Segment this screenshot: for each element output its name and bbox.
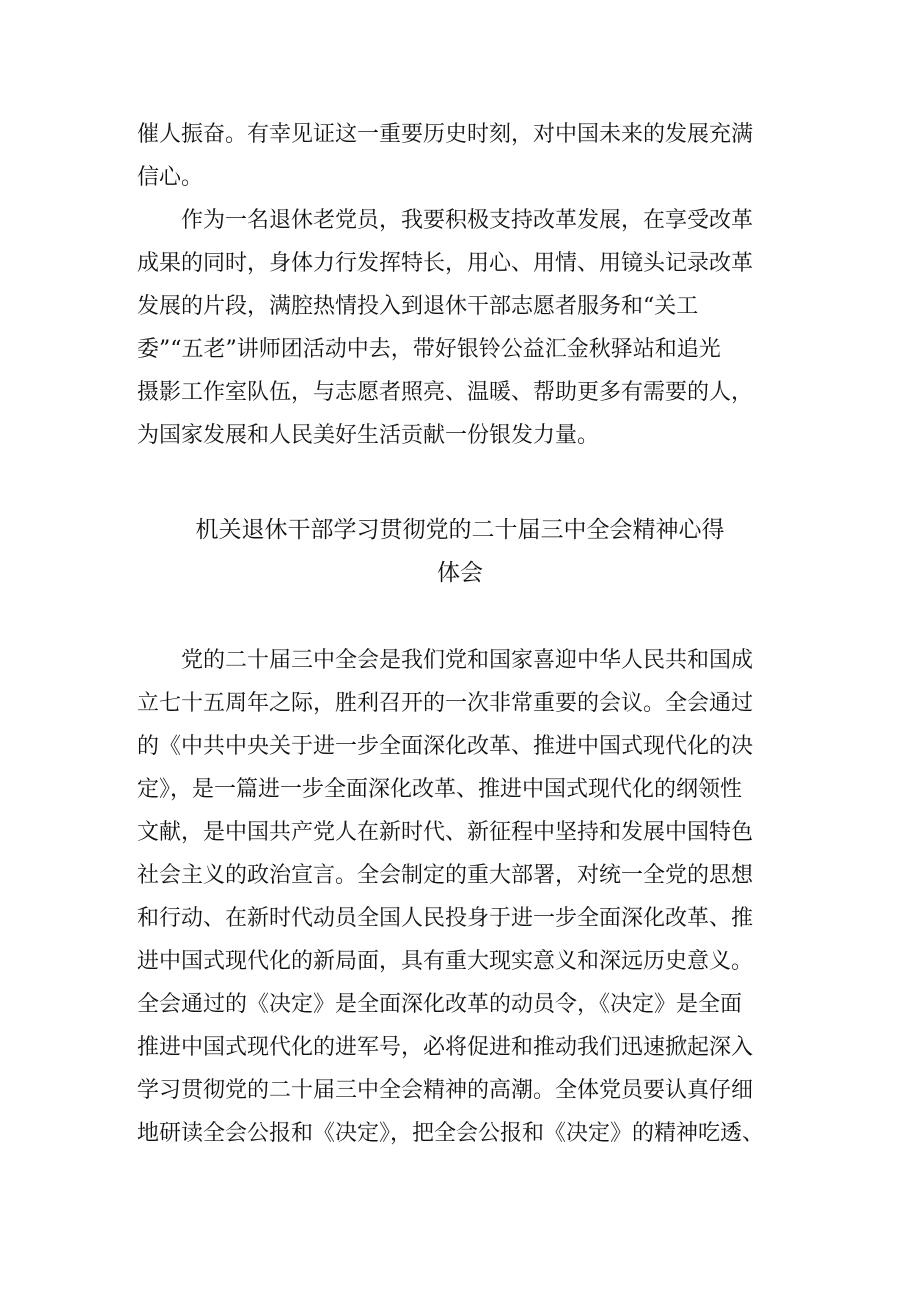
text-line: 学习贯彻党的二十届三中全会精神的高潮。全体党员要认真仔细	[137, 1078, 754, 1103]
text-line: 社会主义的政治宣言。全会制定的重大部署，对统一全党的思想	[137, 863, 754, 888]
text-line: 为国家发展和人民美好生活贡献一份银发力量。	[137, 423, 600, 448]
text-line: 推进中国式现代化的进军号，必将促进和推动我们迅速掀起深入	[137, 1035, 754, 1060]
article-title-continued: 体会	[437, 560, 483, 586]
text-line: 的《中共中央关于进一步全面深化改革、推进中国式现代化的决	[137, 734, 754, 759]
text-line: 信心。	[137, 165, 204, 190]
text-line: 立七十五周年之际，胜利召开的一次非常重要的会议。全会通过	[137, 691, 754, 716]
text-line: 催人振奋。有幸见证这一重要历史时刻，对中国未来的发展充满	[137, 122, 754, 147]
text-line: 摄影工作室队伍，与志愿者照亮、温暖、帮助更多有需要的人，	[137, 380, 754, 405]
text-line: 成果的同时，身体力行发挥特长，用心、用情、用镜头记录改革	[137, 251, 754, 276]
text-line: 作为一名退休老党员，我要积极支持改革发展，在享受改革	[181, 208, 754, 233]
text-line: 定》，是一篇进一步全面深化改革、推进中国式现代化的纲领性	[137, 777, 743, 802]
text-line: 进中国式现代化的新局面，具有重大现实意义和深远历史意义。	[137, 949, 754, 974]
text-line: 发展的片段，满腔热情投入到退休干部志愿者服务和“关工	[137, 294, 699, 319]
text-line: 地研读全会公报和《决定》，把全会公报和《决定》的精神吃透、	[137, 1121, 765, 1146]
text-line: 党的二十届三中全会是我们党和国家喜迎中华人民共和国成	[181, 648, 754, 673]
text-line: 全会通过的《决定》是全面深化改革的动员令，《决定》是全面	[137, 992, 743, 1017]
text-line: 和行动、在新时代动员全国人民投身于进一步全面深化改革、推	[137, 906, 754, 931]
text-line: 文献，是中国共产党人在新时代、新征程中坚持和发展中国特色	[137, 820, 754, 845]
article-title: 机关退休干部学习贯彻党的二十届三中全会精神心得	[195, 517, 725, 543]
text-line: 委”“五老”讲师团活动中去，带好银铃公益汇金秋驿站和追光	[137, 337, 721, 362]
